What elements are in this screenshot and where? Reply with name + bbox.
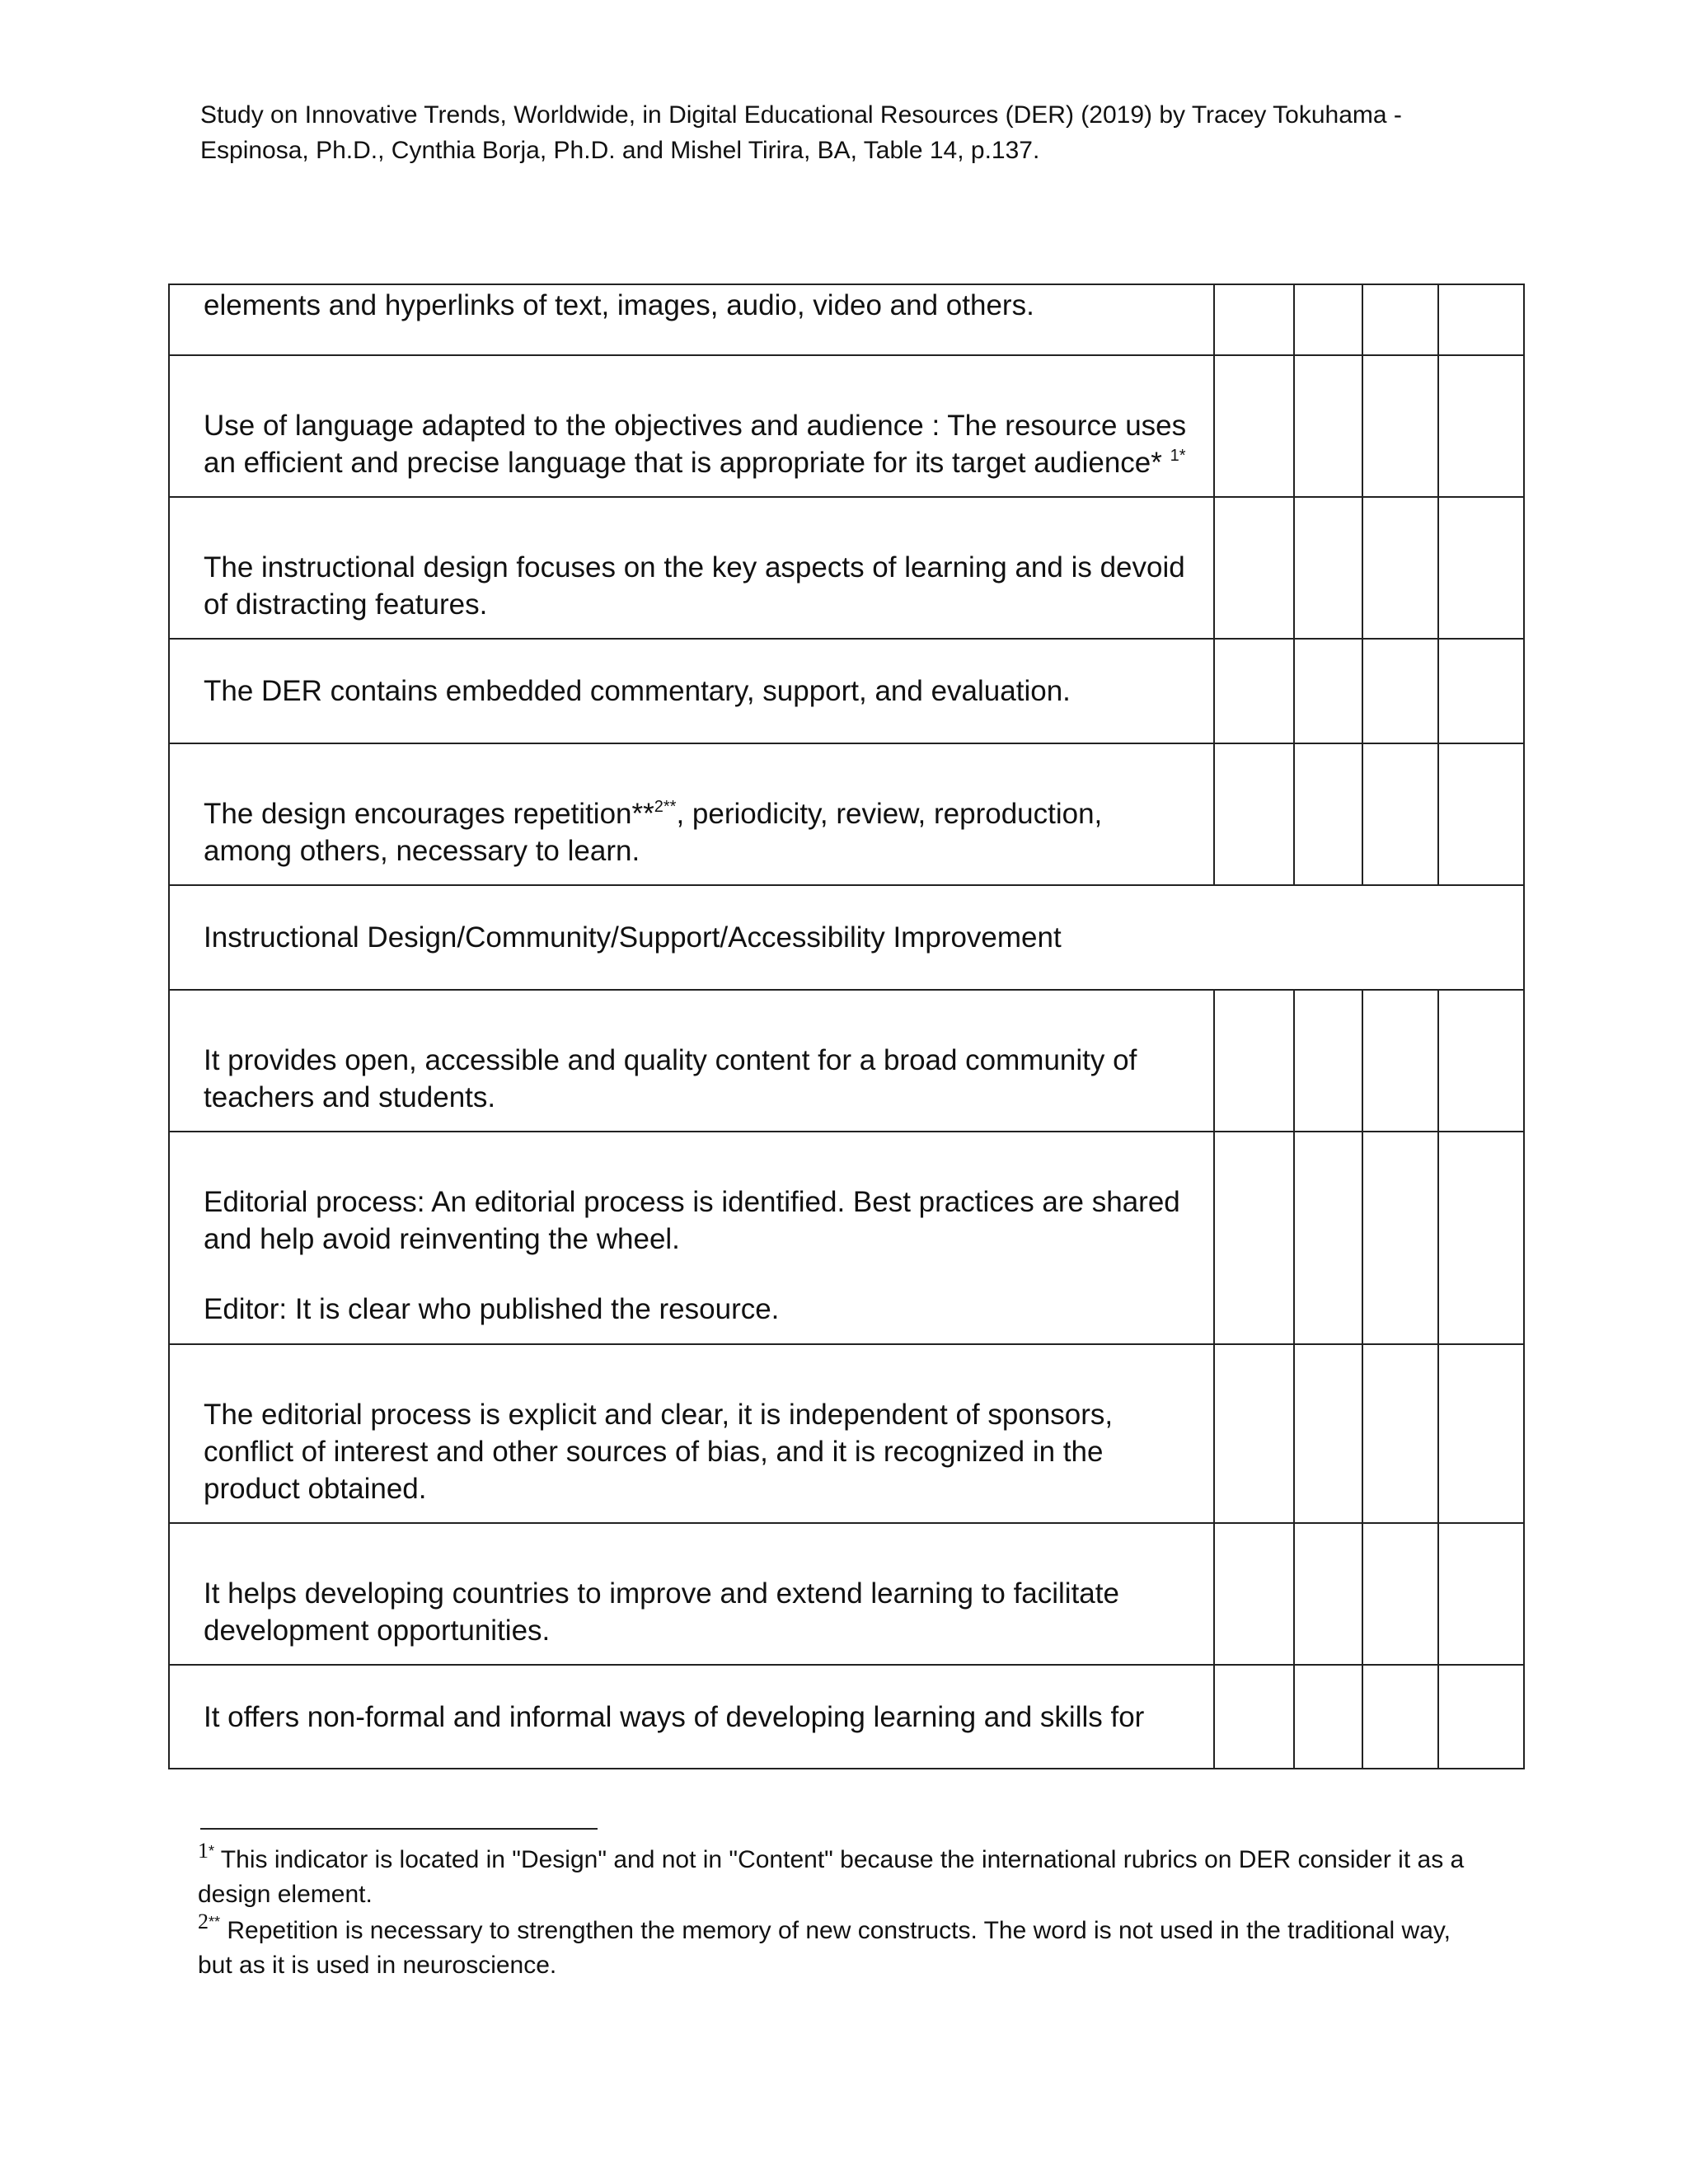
rating-cell <box>1214 497 1294 639</box>
criterion-text <box>204 744 1198 869</box>
criterion-paragraph: Editor: It is clear who published the resource. <box>204 1293 780 1325</box>
criterion-cell <box>169 1523 1214 1665</box>
rating-cell <box>1214 284 1294 355</box>
footnote <box>198 1910 1492 1983</box>
criterion-cell <box>169 355 1214 497</box>
criterion-text-after: , periodicity, review, reproduction, among others, necessary to learn. <box>204 798 1103 867</box>
criterion-text <box>204 356 1198 481</box>
criterion-cell <box>169 497 1214 639</box>
footnote-number: 2 <box>198 1910 209 1933</box>
rating-cell <box>1294 1344 1362 1523</box>
rating-cell <box>1438 1132 1524 1344</box>
footnotes <box>198 1839 1492 1985</box>
criterion-text: The DER contains embedded commentary, support, and evaluation. <box>204 675 1071 707</box>
table-row <box>169 743 1524 885</box>
rating-cell <box>1362 1523 1437 1665</box>
rating-cell <box>1362 1132 1437 1344</box>
rating-cell <box>1214 355 1294 497</box>
rating-cell <box>1438 1523 1524 1665</box>
table-row <box>169 284 1524 355</box>
footnote-text: This indicator is located in "Design" and not in "Content" because the international rubrics on DER consider it as a design element. <box>198 1846 1465 1908</box>
table-row <box>169 1344 1524 1523</box>
table-row <box>169 1665 1524 1769</box>
rubric-table <box>168 284 1525 1769</box>
section-heading-cell <box>169 885 1524 990</box>
table-row <box>169 497 1524 639</box>
footnote-ref: 1* <box>1170 447 1186 465</box>
footnote-number: 1 <box>198 1839 209 1863</box>
rating-cell <box>1294 284 1362 355</box>
rating-cell <box>1294 639 1362 743</box>
rating-cell <box>1362 284 1437 355</box>
rating-cell <box>1214 990 1294 1132</box>
rating-cell <box>1362 1665 1437 1769</box>
rating-cell <box>1294 1665 1362 1769</box>
criterion-cell <box>169 1665 1214 1769</box>
rating-cell <box>1438 639 1524 743</box>
rating-cell <box>1214 743 1294 885</box>
rating-cell <box>1294 743 1362 885</box>
section-heading: Instructional Design/Community/Support/Accessibility Improvement <box>204 921 1062 954</box>
criterion-text: It provides open, accessible and quality content for a broad community of teachers and students. <box>204 1044 1137 1113</box>
rating-cell <box>1362 743 1437 885</box>
rating-cell <box>1214 1523 1294 1665</box>
criterion-paragraph: Editorial process: An editorial process is identified. Best practices are shared and help avoid reinventing the wheel. <box>204 1186 1180 1255</box>
rating-cell <box>1294 355 1362 497</box>
table-row <box>169 990 1524 1132</box>
footnote-ref: 2** <box>654 798 677 816</box>
rating-cell <box>1214 1132 1294 1344</box>
section-row <box>169 885 1524 990</box>
rating-cell <box>1362 990 1437 1132</box>
criterion-cell <box>169 639 1214 743</box>
footnote-star: ** <box>209 1914 221 1930</box>
criterion-text: elements and hyperlinks of text, images, audio, video and others. <box>204 289 1034 321</box>
rating-cell <box>1362 1344 1437 1523</box>
criterion-text-main: Use of language adapted to the objectives and audience : The resource uses an efficient and precise language that is appropriate for its target audience* <box>204 410 1187 479</box>
rating-cell <box>1438 1344 1524 1523</box>
rating-cell <box>1214 1665 1294 1769</box>
rating-cell <box>1362 355 1437 497</box>
rating-cell <box>1438 497 1524 639</box>
table-row <box>169 639 1524 743</box>
footnote-star: * <box>209 1843 215 1859</box>
rating-cell <box>1214 1344 1294 1523</box>
criterion-cell <box>169 1344 1214 1523</box>
criterion-text: The instructional design focuses on the key aspects of learning and is devoid of distracting features. <box>204 551 1185 621</box>
rating-cell <box>1362 639 1437 743</box>
rating-cell <box>1438 990 1524 1132</box>
criterion-text <box>204 1132 1198 1328</box>
rating-cell <box>1294 497 1362 639</box>
citation-header: Study on Innovative Trends, Worldwide, in Digital Educational Resources (DER) (2019) by Tracey Tokuhama - Espinosa, Ph.D., Cynthia Borja, Ph.D. and Mishel Tirira, BA, Table 14, p.137. <box>200 101 1402 164</box>
criterion-cell <box>169 990 1214 1132</box>
rating-cell <box>1438 284 1524 355</box>
rating-cell <box>1294 1523 1362 1665</box>
rating-cell <box>1438 1665 1524 1769</box>
criterion-text: The editorial process is explicit and clear, it is independent of sponsors, conflict of interest and other sources of bias, and it is recognized in the product obtained. <box>204 1399 1114 1505</box>
footnote <box>198 1839 1492 1912</box>
rating-cell <box>1438 355 1524 497</box>
footnote-separator <box>200 1828 598 1830</box>
criterion-cell <box>169 284 1214 355</box>
footnote-text: Repetition is necessary to strengthen the memory of new constructs. The word is not used in the traditional way, but as it is used in neuroscience. <box>198 1917 1451 1979</box>
criterion-cell <box>169 1132 1214 1344</box>
table-row <box>169 1132 1524 1344</box>
criterion-text: It helps developing countries to improve and extend learning to facilitate development opportunities. <box>204 1577 1119 1647</box>
rating-cell <box>1362 497 1437 639</box>
table-row <box>169 1523 1524 1665</box>
criterion-text: It offers non-formal and informal ways of developing learning and skills for <box>204 1701 1145 1733</box>
table-row <box>169 355 1524 497</box>
rating-cell <box>1214 639 1294 743</box>
rating-cell <box>1438 743 1524 885</box>
criterion-cell <box>169 743 1214 885</box>
criterion-text-before: The design encourages repetition** <box>204 798 654 830</box>
rating-cell <box>1294 1132 1362 1344</box>
rating-cell <box>1294 990 1362 1132</box>
